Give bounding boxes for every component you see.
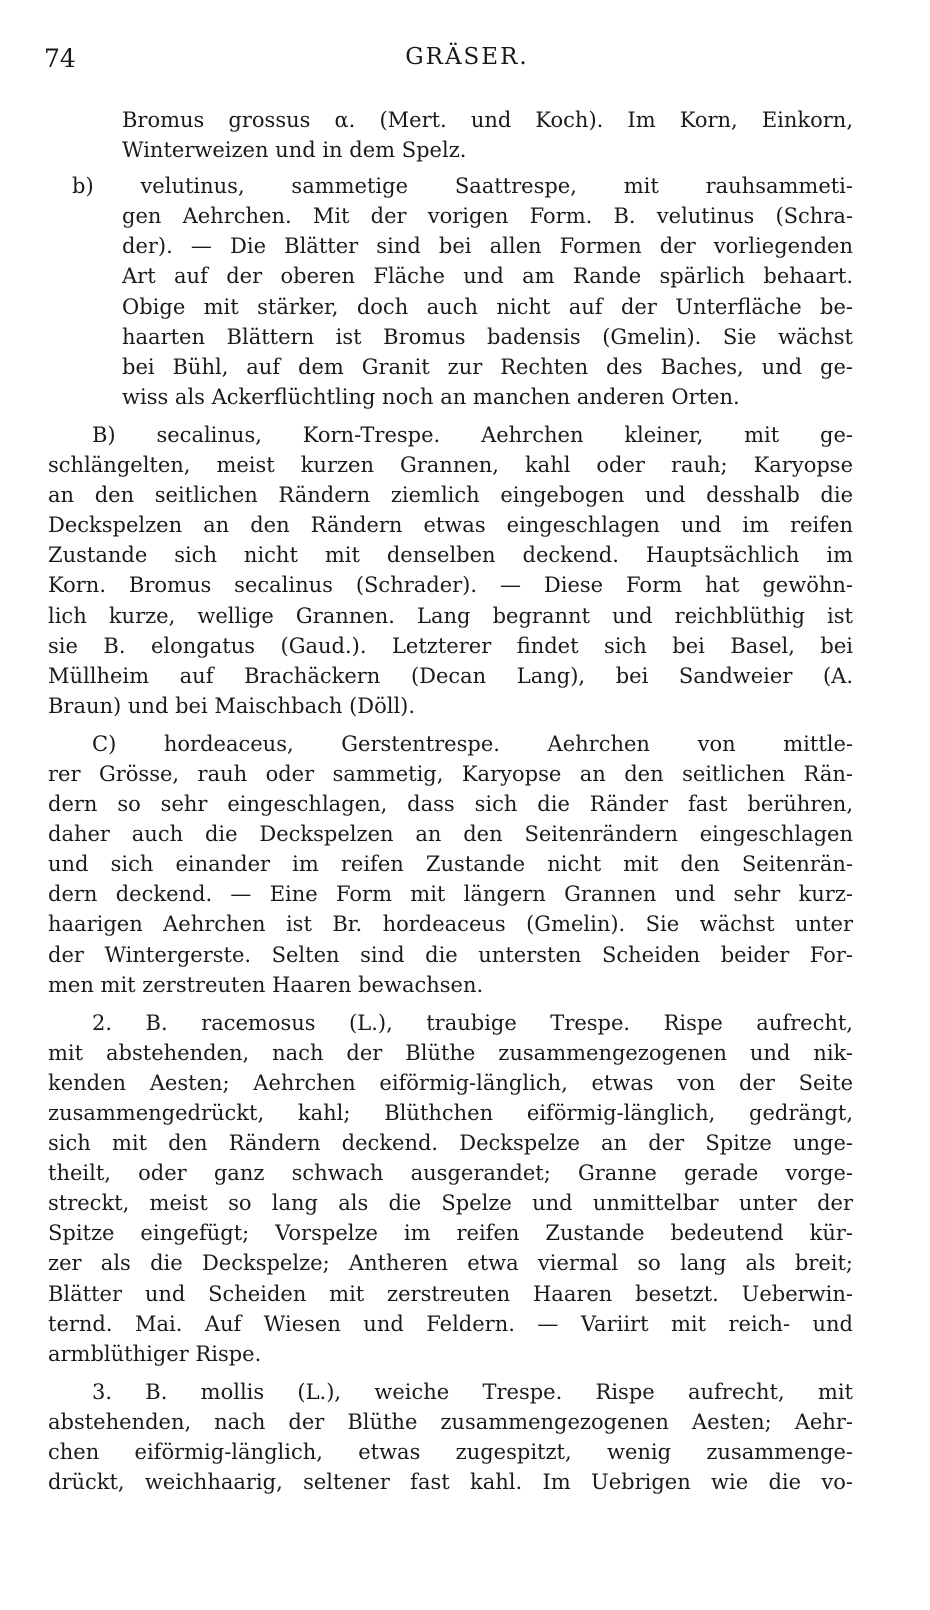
text-line: an den seitlichen Rändern ziemlich eingebogen und desshalb die <box>48 483 853 508</box>
text-line: theilt, oder ganz schwach ausgerandet; Granne gerade vorge- <box>48 1161 853 1186</box>
text-line: der Wintergerste. Selten sind die untersten Scheiden beider For- <box>48 942 853 967</box>
text-line: Blätter und Scheiden mit zerstreuten Haaren besetzt. Ueberwin- <box>48 1281 853 1306</box>
text-line: sie B. elongatus (Gaud.). Letzterer findet sich bei Basel, bei <box>48 633 853 658</box>
paragraph <box>48 729 853 1000</box>
text-line: drückt, weichhaarig, seltener fast kahl. Im Uebrigen wie die vo- <box>48 1470 853 1495</box>
text-line: 2. B. racemosus (L.), traubige Trespe. Rispe aufrecht, <box>92 1010 853 1035</box>
text-line: daher auch die Deckspelzen an den Seitenrändern eingeschlagen <box>48 822 853 847</box>
paragraph <box>48 171 853 412</box>
text-line: lich kurze, wellige Grannen. Lang begrannt und reichblüthig ist <box>48 603 853 628</box>
paragraph <box>48 1008 853 1369</box>
text-line: bei Bühl, auf dem Granit zur Rechten des Baches, und ge- <box>122 354 853 379</box>
text-line: haarten Blättern ist Bromus badensis (Gmelin). Sie wächst <box>122 324 853 349</box>
paragraph <box>48 105 853 165</box>
text-line: streckt, meist so lang als die Spelze und unmittelbar unter der <box>48 1191 853 1216</box>
text-line: dern so sehr eingeschlagen, dass sich die Ränder fast berühren, <box>48 792 853 817</box>
text-line: Spitze eingefügt; Vorspelze im reifen Zustande bedeutend kür- <box>48 1221 853 1246</box>
body-text <box>48 105 853 1501</box>
text-line: gen Aehrchen. Mit der vorigen Form. B. velutinus (Schra- <box>122 204 853 229</box>
text-line: Braun) und bei Maischbach (Döll). <box>48 693 416 718</box>
text-line: Bromus grossus α. (Mert. und Koch). Im Korn, Einkorn, <box>122 108 853 132</box>
text-line: schlängelten, meist kurzen Grannen, kahl oder rauh; Karyopse <box>48 453 853 478</box>
text-line: ternd. Mai. Auf Wiesen und Feldern. — Variirt mit reich- und <box>48 1311 853 1336</box>
text-line: abstehenden, nach der Blüthe zusammengezogenen Aesten; Aehr- <box>48 1409 853 1434</box>
text-line: Art auf der oberen Fläche und am Rande spärlich behaart. <box>122 264 853 289</box>
text-line: armblüthiger Rispe. <box>48 1341 262 1366</box>
text-line: C) hordeaceus, Gerstentrespe. Aehrchen von mittle- <box>92 731 853 756</box>
text-line: dern deckend. — Eine Form mit längern Grannen und sehr kurz- <box>48 882 853 907</box>
text-line: und sich einander im reifen Zustande nicht mit den Seitenrän- <box>48 852 853 877</box>
text-line: mit abstehenden, nach der Blüthe zusammengezogenen und nik- <box>48 1040 853 1065</box>
text-line: zer als die Deckspelze; Antheren etwa viermal so lang als breit; <box>48 1251 853 1276</box>
paragraph <box>48 1377 853 1497</box>
text-line: rer Grösse, rauh oder sammetig, Karyopse an den seitlichen Rän- <box>48 761 853 786</box>
text-line: Korn. Bromus secalinus (Schrader). — Diese Form hat gewöhn- <box>48 573 853 598</box>
text-line: Winterweizen und in dem Spelz. <box>122 138 467 163</box>
text-line: kenden Aesten; Aehrchen eiförmig-länglich, etwas von der Seite <box>48 1070 853 1095</box>
text-line: b) velutinus, sammetige Saattrespe, mit rauhsammeti- <box>72 174 853 199</box>
running-head: GRÄSER. <box>405 44 529 70</box>
text-line: 3. B. mollis (L.), weiche Trespe. Rispe aufrecht, mit <box>92 1379 853 1404</box>
text-line: Obige mit stärker, doch auch nicht auf der Unterfläche be- <box>122 294 853 319</box>
text-line: der). — Die Blätter sind bei allen Formen der vorliegenden <box>122 234 853 259</box>
page-number: 74 <box>44 44 76 73</box>
paragraph <box>48 420 853 721</box>
text-line: B) secalinus, Korn-Trespe. Aehrchen kleiner, mit ge- <box>92 422 853 447</box>
text-line: Müllheim auf Brachäckern (Decan Lang), bei Sandweier (A. <box>48 663 853 688</box>
text-line: Deckspelzen an den Rändern etwas eingeschlagen und im reifen <box>48 513 853 538</box>
text-line: haarigen Aehrchen ist Br. hordeaceus (Gmelin). Sie wächst unter <box>48 912 853 937</box>
text-line: sich mit den Rändern deckend. Deckspelze an der Spitze unge- <box>48 1131 853 1156</box>
text-line: chen eiförmig-länglich, etwas zugespitzt, wenig zusammenge- <box>48 1440 853 1465</box>
text-line: Zustande sich nicht mit denselben deckend. Hauptsächlich im <box>48 543 853 568</box>
text-line: wiss als Ackerflüchtling noch an manchen anderen Orten. <box>122 384 740 409</box>
text-line: zusammengedrückt, kahl; Blüthchen eiförmig-länglich, gedrängt, <box>48 1101 853 1125</box>
page-header <box>44 44 890 84</box>
text-line: men mit zerstreuten Haaren bewachsen. <box>48 972 484 997</box>
